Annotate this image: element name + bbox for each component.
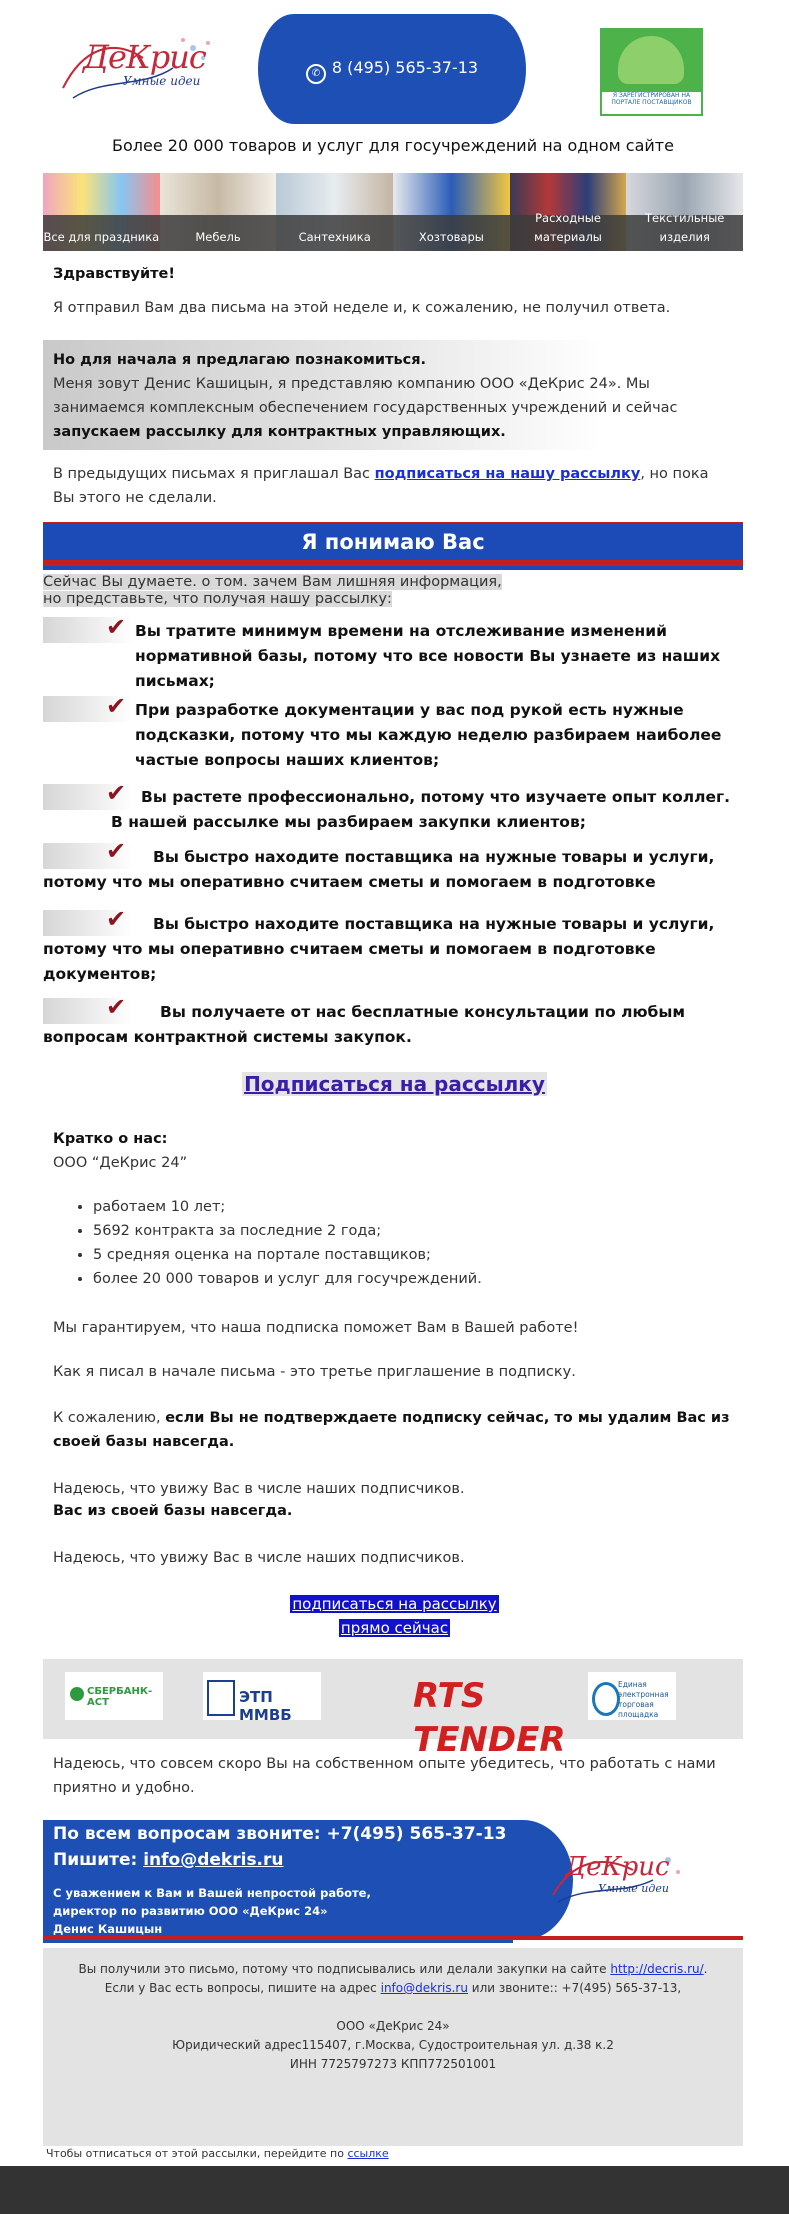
intro-paragraph: Я отправил Вам два письма на этой неделе и, к сожалению, не получил ответа. [53,300,671,316]
thinking-text [43,574,502,608]
signature-line-1: С уважением к Вам и Вашей непростой работе, [53,1886,371,1900]
understand-banner [43,522,743,576]
partners-strip [43,1659,743,1760]
unsubscribe-text: Чтобы отписаться от этой рассылки, перейдите по [46,2147,344,2160]
header-phone-number: 8 (495) 565-37-13 [331,58,479,77]
regret-bold: если Вы не подтверждаете подписку сейчас, то мы удалим Вас из своей базы навсегда. [53,1410,730,1450]
footer-inn: ИНН 7725797273 КПП772501001 [289,2057,497,2071]
category-party[interactable] [43,173,160,251]
partner-etp-mmvb[interactable] [203,1672,321,1724]
intro-text: Меня зовут Денис Кашицын, я представляю компанию ООО «ДеКрис 24». Мы занимаемся комплексным обеспечением государственных учреждений и сейчас [53,376,678,416]
mmvb-logo-icon [207,1680,235,1716]
fact-item: • 5 средняя оценка на портале поставщиков; [93,1243,733,1267]
signature-line-2: директор по развитию ООО «ДеКрис 24» [53,1904,328,1918]
unsubscribe [46,2147,389,2160]
people-icon [618,36,684,84]
footer-email-link[interactable]: info@dekris.ru [380,1981,468,1995]
dekris-logo-footer [543,1840,693,1920]
partner-name: RTS TENDER [413,1676,566,1760]
contact-email-link[interactable]: info@dekris.ru [143,1850,284,1870]
checkmark-icon: ✔ [106,905,127,933]
partner-name: СБЕРБАНК-АСТ [87,1686,153,1708]
category-furniture[interactable] [160,173,277,251]
guarantee-text: Мы гарантируем, что наша подписка поможет Вам в Вашей работе! [53,1320,579,1336]
benefit-5: Вы быстро находите поставщика на нужные товары и услуги, потому что мы оперативно считаем сметы и помогаем в подготовке документов; [43,915,715,983]
contact-write-label: Пишите: [53,1850,138,1870]
partner-roseltorg[interactable] [588,1672,676,1720]
benefit-4: Вы быстро находите поставщика на нужные товары и услуги, потому что мы оперативно считаем сметы и помогаем в подготовке [43,848,715,891]
about-title: Кратко о нас: [53,1131,168,1147]
category-label: Расходные материалы [510,215,627,251]
thinking-line-2: но представьте, что получая нашу рассылку: [43,591,392,607]
logo-text: ДеКрис [565,1852,670,1882]
intro-end: запускаем рассылку для контрактных управляющих. [53,424,506,440]
partner-name: Единая электронная торговая площадка [618,1680,669,1719]
logo-text: ДеКрис [83,38,206,76]
fact-item: • более 20 000 товаров и услуг для госучреждений. [93,1267,733,1291]
greeting: Здравствуйте! [53,266,175,282]
checkmark-icon: ✔ [106,993,127,1021]
roseltorg-logo-icon [592,1682,620,1716]
previous-letters-text-end: , но пока Вы этого не сделали. [53,466,709,506]
contact-block [43,1820,743,1940]
subscribe-link[interactable]: подписаться на нашу рассылку [374,466,641,482]
category-label: Хозтовары [393,215,510,251]
checkmark-icon: ✔ [106,613,127,641]
hope-text: Надеюсь, что увижу Вас в числе наших подписчиков. [53,1481,465,1497]
fact-item: • 5692 контракта за последние 2 года; [93,1219,733,1243]
category-label: Мебель [160,215,277,251]
contact-write [53,1850,284,1870]
benefit-1: Вы тратите минимум времени на отслеживание изменений нормативной базы, потому что все новости Вы узнаете из наших письмах; [135,622,721,690]
supplier-portal-badge[interactable] [600,28,703,116]
logo-subtitle: Умные идеи [598,1882,669,1895]
dekris-logo[interactable] [53,28,223,108]
header-phone[interactable] [258,58,526,84]
phone-box [258,14,526,124]
regret-text [53,1406,733,1454]
fact-item: • работаем 10 лет; [93,1195,733,1219]
category-supplies[interactable] [510,173,627,251]
unsubscribe-link[interactable]: ссылке [347,2147,389,2160]
category-textiles[interactable] [626,173,743,251]
footer-text: Вы получили это письмо, потому что подписывались или делали закупки на сайте [78,1962,607,1976]
category-label: Все для праздника [43,215,160,251]
sberbank-logo-icon [70,1687,84,1701]
signature-line-3: Денис Кашицын [53,1922,163,1936]
checkmark-icon: ✔ [106,779,127,807]
category-plumbing[interactable] [276,173,393,251]
checkmark-icon: ✔ [106,837,127,865]
benefit-3: Вы растете профессионально, потому что изучаете опыт коллег. В нашей рассылке мы разбираем закупки клиентов; [111,788,730,831]
intro-block [53,348,733,444]
contact-call: По всем вопросам звоните: +7(495) 565-37-13 [53,1824,507,1844]
checkmark-icon: ✔ [106,692,127,720]
subscribe-main-button[interactable]: Подписаться на рассылку [244,1072,545,1096]
footer-line-2 [43,1979,743,1998]
logo-subtitle: Умные идеи [123,74,201,88]
duplicate-bold: Вас из своей базы навсегда. [53,1503,293,1519]
intro-bold: Но для начала я предлагаю познакомиться. [53,352,427,368]
about-facts [53,1195,733,1291]
footer-line-1: Вы получили это письмо, потому что подписывались или делали закупки на сайте http://decris.ru/. [78,1962,708,1976]
footer-text: или звоните:: +7(495) 565-37-13, [471,1981,682,1995]
partner-rts-tender[interactable] [413,1672,566,1760]
hope-text-2: Надеюсь, что увижу Вас в числе наших подписчиков. [53,1550,465,1566]
supplier-portal-badge-text: Я ЗАРЕГИСТРИРОВАН НА ПОРТАЛЕ ПОСТАВЩИКОВ [602,92,701,114]
partner-sberbank-ast[interactable] [65,1672,163,1720]
category-label: Текстильные изделия [626,215,743,251]
cta-main [0,1072,789,1096]
footer-site-link[interactable]: http://decris.ru/ [610,1962,704,1976]
cta-secondary [0,1592,789,1640]
header [43,0,743,133]
banner-stripe-blue [43,566,743,570]
third-invite-text: Как я писал в начале письма - это третье приглашение в подписку. [53,1364,576,1380]
about-company: ООО “ДеКрис 24” [53,1155,188,1171]
category-strip [43,173,743,251]
previous-letters [53,462,733,510]
regret-text-start: К сожалению, [53,1410,161,1426]
tagline: Более 20 000 товаров и услуг для госучреждений на одном сайте [112,136,674,155]
previous-letters-text: В предыдущих письмах я приглашал Вас [53,466,370,482]
footer-address: Юридический адрес115407, г.Москва, Судостроительная ул. д.38 к.2 [172,2038,614,2052]
soon-text: Надеюсь, что совсем скоро Вы на собственном опыте убедитесь, что работать с нами приятно и удобно. [53,1756,716,1796]
signature [53,1884,371,1938]
footer-text: Если у Вас есть вопросы, пишите на адрес [104,1981,377,1995]
benefit-2: При разработке документации у вас под рукой есть нужные подсказки, потому что мы каждую неделю разбираем наиболее частые вопросы наших клиентов; [135,701,722,769]
subscribe-now-link-2[interactable]: прямо сейчас [340,1619,449,1637]
subscribe-now-link-1[interactable]: подписаться на рассылку [292,1595,497,1613]
banner-title: Я понимаю Вас [301,530,485,554]
category-household[interactable] [393,173,510,251]
phone-icon: ✆ [306,64,326,84]
footer-company: ООО «ДеКрис 24» [336,2019,450,2033]
bottom-bar [0,2166,789,2214]
benefit-6: Вы получаете от нас бесплатные консультации по любым вопросам контрактной системы закупок. [43,1003,686,1046]
footer [43,1948,743,2146]
partner-name: ЭТП ММВБ [239,1688,292,1724]
category-label: Сантехника [276,215,393,251]
thinking-line-1: Сейчас Вы думаете. о том. зачем Вам лишняя информация, [43,574,502,590]
